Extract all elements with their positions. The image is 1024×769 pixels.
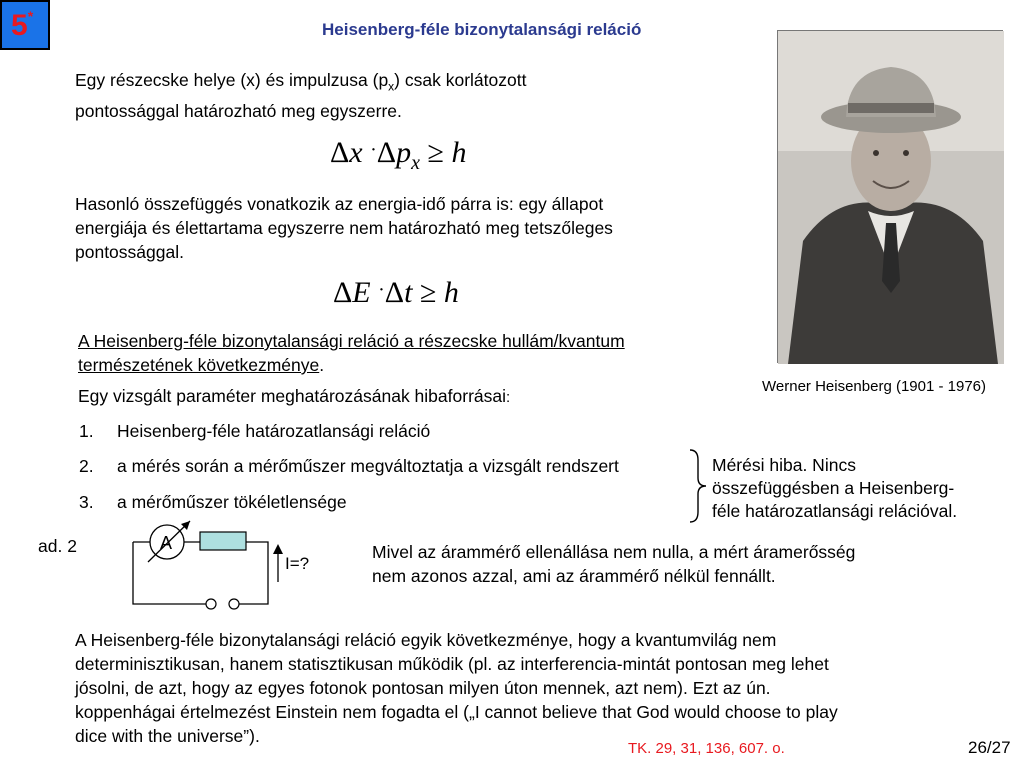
energy-time-paragraph: Hasonló összefüggés vonatkozik az energia-idő párra is: egy állapot energiája és élettartama egyszerre nem határozható meg tetszőleges pontossággal.	[75, 194, 613, 262]
list-item: 3. a mérőműszer tökéletlensége	[79, 492, 347, 512]
ammeter-circuit-diagram	[128, 518, 310, 610]
ammeter-label: A	[160, 533, 173, 553]
closing-paragraph: A Heisenberg-féle bizonytalansági reláció egyik következménye, hogy a kvantumvilág nem determinisztikusan, hanem statisztikusan működik (pl. az interferencia-mintát pontosan meg lehet jósolni, de azt, hogy az egyes fotonok pontosan milyen úton mennek, azt nem). Ezt az ún. koppenhágai értelmezést Einstein nem fogadta el („I cannot believe that God would choose to play dice with the universe”).	[75, 630, 838, 746]
uncertainty-formula-energy: ΔE ·Δt ≥ h	[333, 276, 459, 309]
error-sources-heading: Egy vizsgált paraméter meghatározásának hibaforrásai:	[78, 386, 511, 406]
current-label: I=?	[285, 554, 310, 573]
slide-title: Heisenberg-féle bizonytalansági reláció	[322, 20, 642, 39]
heisenberg-portrait-photo	[777, 30, 1003, 363]
intro-line-2: pontossággal határozható meg egyszerre.	[75, 100, 402, 121]
resistor-symbol	[200, 532, 246, 550]
ammeter-note: Mivel az árammérő ellenállása nem nulla, a mért áramerősség nem azonos azzal, ami az árammérő nélkül fennállt.	[372, 542, 856, 586]
textbook-reference: TK. 29, 31, 136, 607. o.	[628, 740, 785, 757]
measurement-error-note: Mérési hiba. Nincs összefüggésben a Heisenberg- féle határozatlansági relációval.	[712, 455, 958, 521]
consequence-statement: A Heisenberg-féle bizonytalansági reláció a részecske hullám/kvantum természetének következménye.	[78, 331, 625, 375]
current-arrowhead	[273, 544, 283, 554]
terminal-left	[206, 599, 216, 609]
page-number: 26/27	[968, 738, 1011, 757]
intro-line-1: Egy részecske helye (x) és impulzusa $(p_x)$ csak korlátozott	[75, 70, 527, 94]
ad2-label: ad. 2	[38, 536, 77, 556]
terminal-right	[229, 599, 239, 609]
uncertainty-formula-position: Δx $^\cdot\Delta p_x \ge h$	[330, 136, 467, 174]
slide-number-badge	[0, 0, 50, 50]
portrait-illustration	[778, 31, 1004, 364]
list-item: 1. Heisenberg-féle határozatlansági reláció	[79, 421, 431, 441]
slide-star: *	[27, 8, 34, 24]
slide-number: 5	[11, 9, 28, 42]
list-item: 2. a mérés során a mérőműszer megváltoztatja a vizsgált rendszert	[79, 456, 619, 476]
portrait-caption: Werner Heisenberg (1901 - 1976)	[762, 378, 987, 395]
curly-brace	[686, 448, 710, 524]
intro-paragraph	[75, 68, 526, 123]
